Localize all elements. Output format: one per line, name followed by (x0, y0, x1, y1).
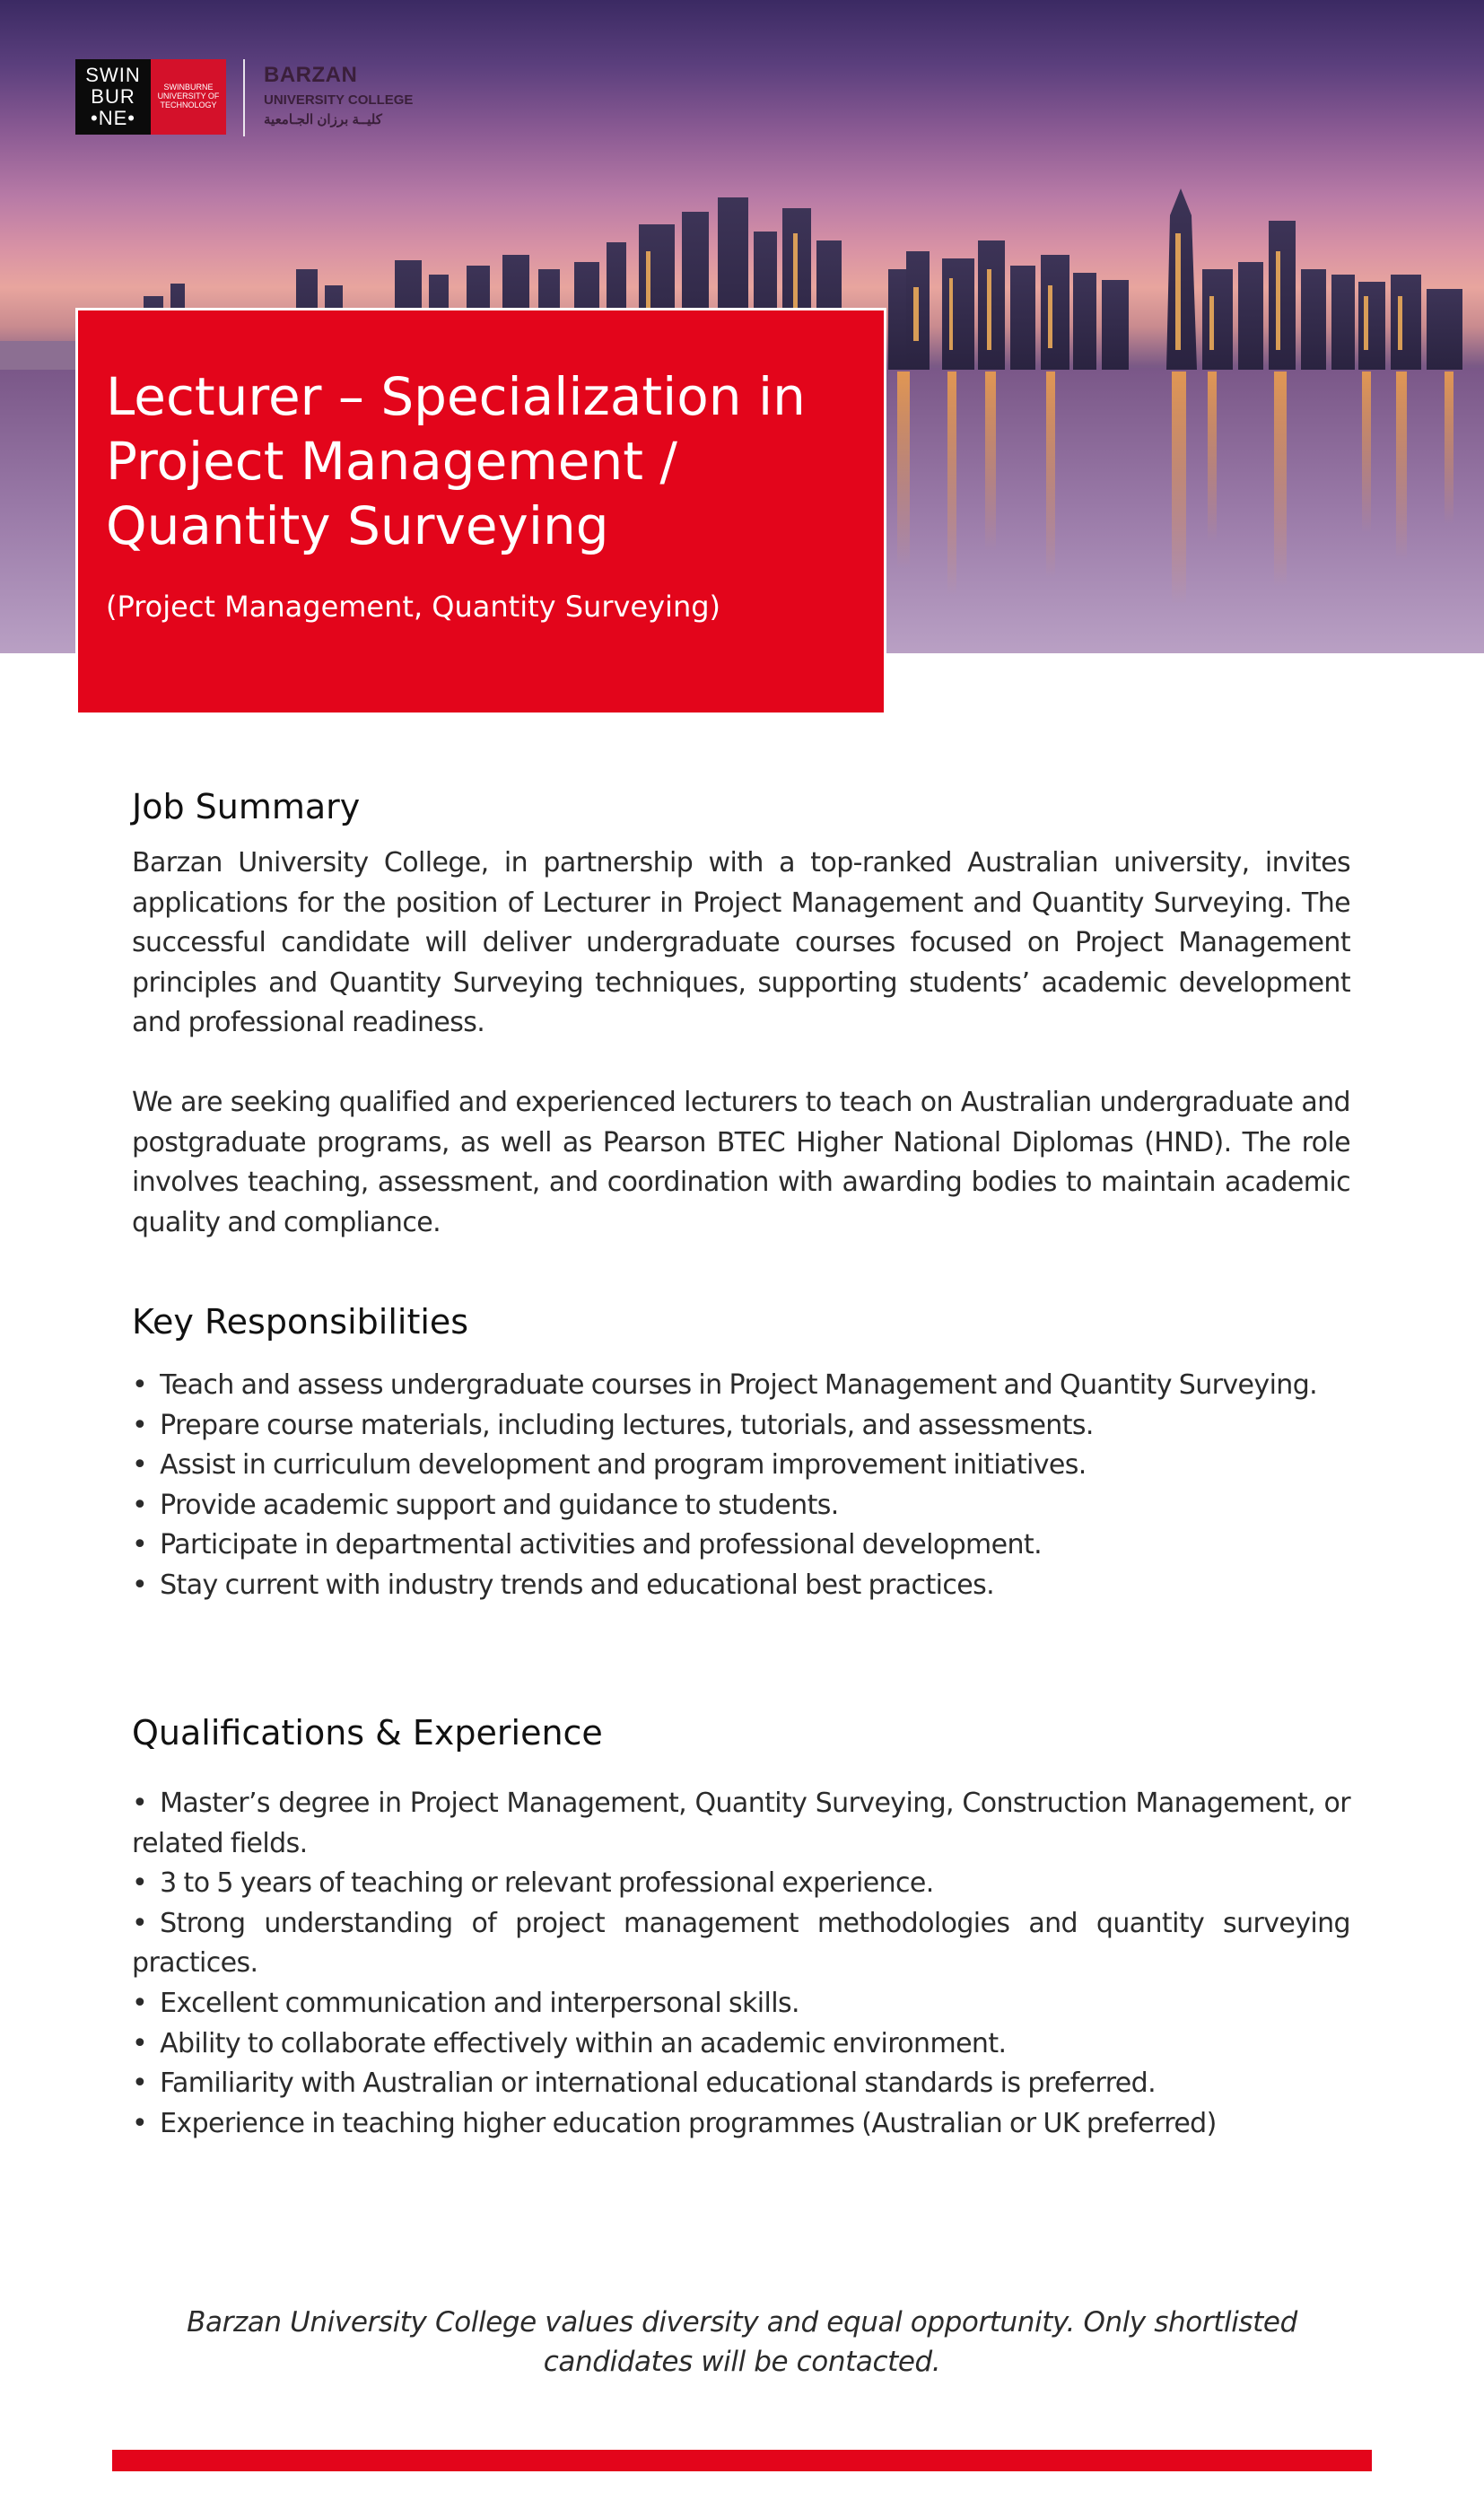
qualifications-section (132, 1712, 1350, 2144)
equal-opportunity-note: Barzan University College values diversity and equal opportunity. Only shortlisted candidates will be contacted. (187, 2306, 1297, 2378)
tagline-line: SWINBURNE (163, 83, 214, 92)
list-item: • Ability to collaborate effectively within an academic environment. (132, 2024, 1350, 2065)
list-item: • Teach and assess undergraduate courses in Project Management and Quantity Surveying. (132, 1366, 1350, 1406)
swinburne-wordmark (75, 59, 151, 135)
logo-divider (243, 59, 245, 136)
swinburne-line: •NE• (91, 107, 135, 129)
list-item: • Stay current with industry trends and educational best practices. (132, 1566, 1350, 1606)
list-item: • Master’s degree in Project Management, Quantity Surveying, Construction Management, or related fields. (132, 1784, 1350, 1864)
swinburne-line: SWIN (85, 64, 141, 86)
responsibilities-heading: Key Responsibilities (132, 1302, 469, 1342)
list-item: • Assist in curriculum development and program improvement initiatives. (132, 1446, 1350, 1486)
barzan-subtitle: UNIVERSITY COLLEGE (264, 92, 414, 108)
barzan-name: BARZAN (264, 63, 358, 87)
job-summary-section (132, 786, 1350, 1243)
list-item: • Participate in departmental activities and professional development. (132, 1526, 1350, 1566)
job-summary-paragraph: We are seeking qualified and experienced lecturers to teach on Australian undergraduate and postgraduate programs, as well as Pearson BTEC Higher National Diplomas (HND). The role involves teaching, assessment, and coordination with awarding bodies to maintain academic quality and compliance. (132, 1086, 1350, 1238)
job-title-card (75, 308, 886, 715)
list-item: • Prepare course materials, including lectures, tutorials, and assessments. (132, 1406, 1350, 1447)
responsibilities-list (132, 1366, 1350, 1606)
list-item: • Experience in teaching higher education programmes (Australian or UK preferred) (132, 2104, 1350, 2145)
job-summary-heading: Job Summary (132, 787, 361, 826)
swinburne-tagline (151, 59, 226, 135)
list-item: • Excellent communication and interpersonal skills. (132, 1984, 1350, 2024)
swinburne-logo (75, 59, 226, 135)
swinburne-line: BUR (91, 85, 135, 108)
job-title: Lecturer – Specialization in Project Management / Quantity Surveying (106, 366, 806, 556)
qualifications-heading: Qualifications & Experience (132, 1713, 603, 1753)
responsibilities-section (132, 1301, 1350, 1606)
job-subtitle: (Project Management, Quantity Surveying) (106, 590, 721, 624)
qualifications-list (132, 1784, 1350, 2144)
list-item: • Familiarity with Australian or international educational standards is preferred. (132, 2064, 1350, 2104)
job-summary-paragraph: Barzan University College, in partnership with a top-ranked Australian university, invites applications for the position of Lecturer in Project Management and Quantity Surveying. The successful candidate will deliver undergraduate courses focused on Project Management principles and Quantity Surveying techniques, supporting students’ academic development and professional readiness. (132, 847, 1350, 1039)
list-item: • Provide academic support and guidance to students. (132, 1486, 1350, 1526)
tagline-line: UNIVERSITY OF (157, 92, 220, 101)
barzan-arabic-name: كليــة برزان الجـامعية (264, 112, 382, 127)
list-item: • 3 to 5 years of teaching or relevant professional experience. (132, 1864, 1350, 1904)
tagline-line: TECHNOLOGY (160, 101, 217, 109)
footer-accent-bar (112, 2450, 1372, 2471)
barzan-logo (264, 63, 413, 129)
list-item: • Strong understanding of project management methodologies and quantity surveying practices. (132, 1904, 1350, 1984)
